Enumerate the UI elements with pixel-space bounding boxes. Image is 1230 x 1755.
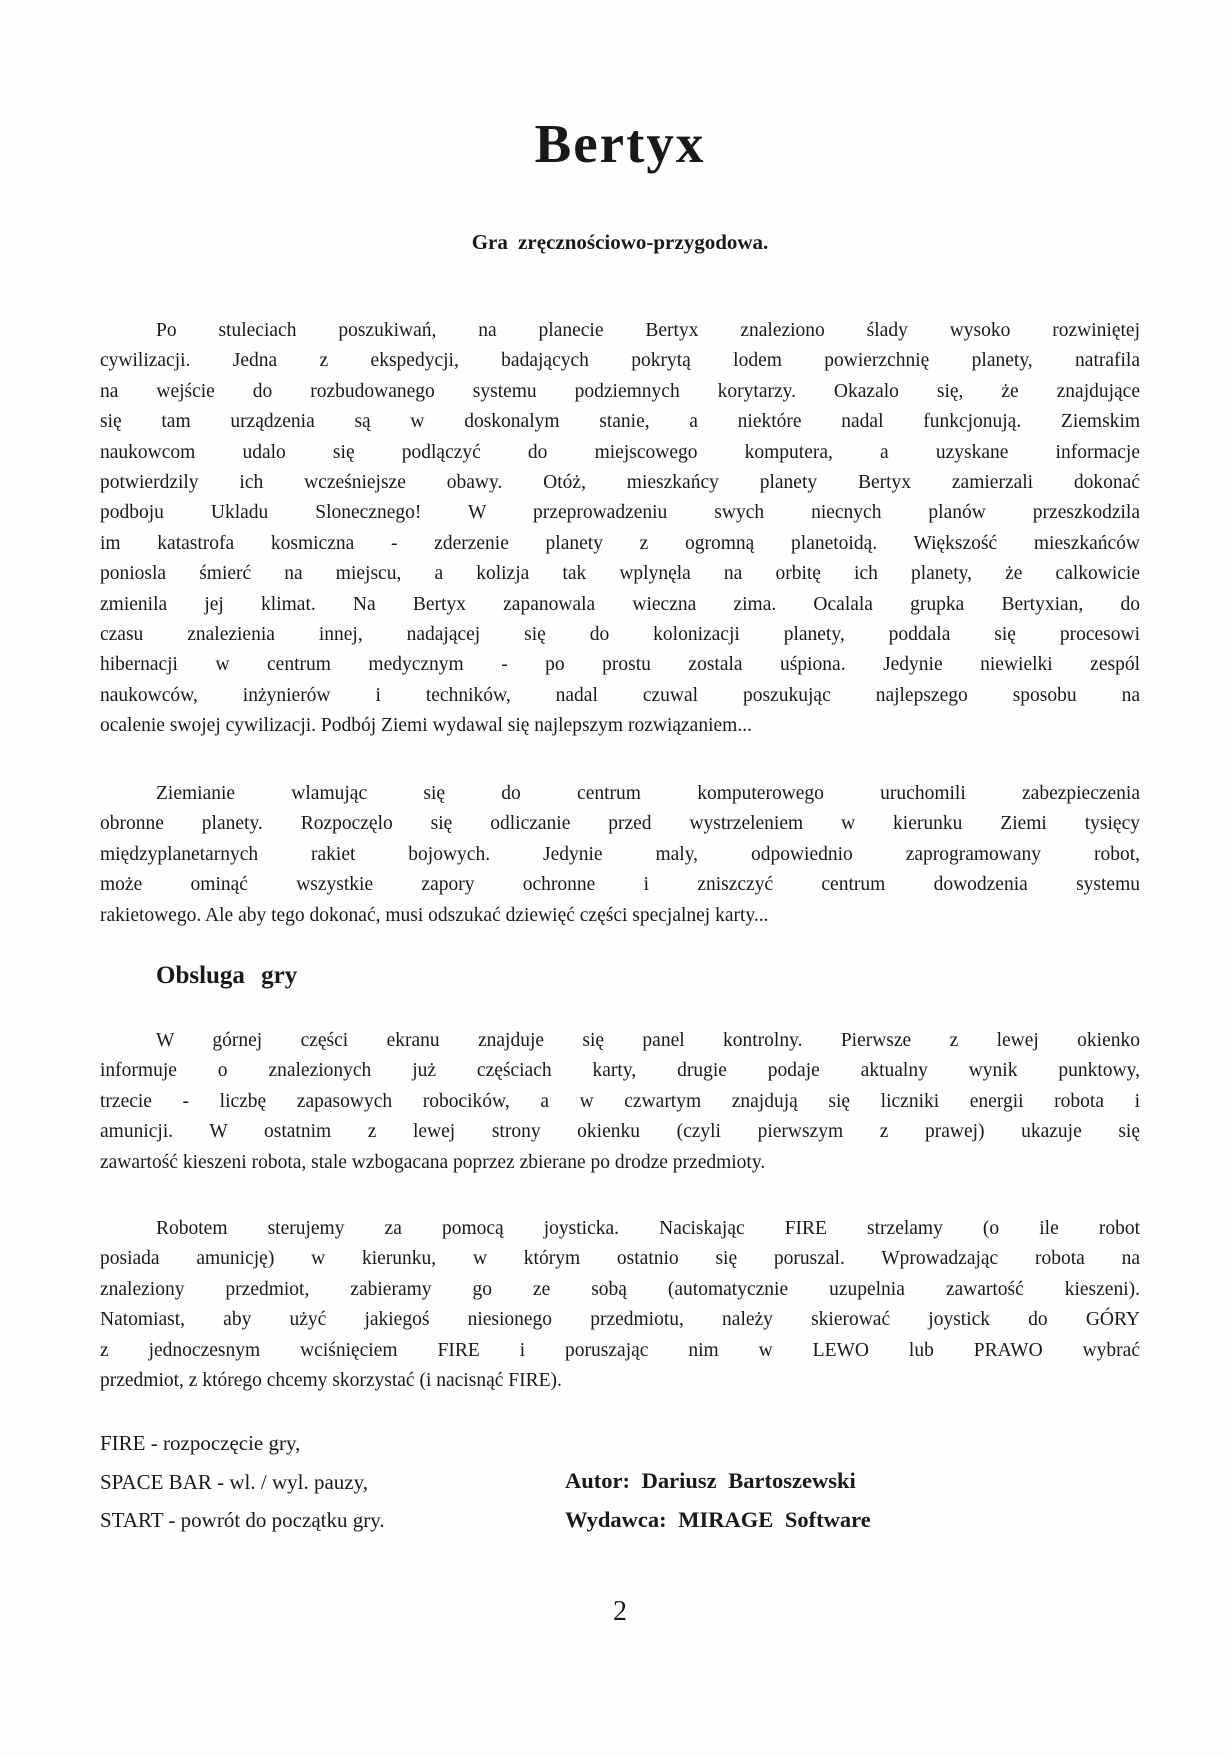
text-line: się tam urządzenia są w doskonalym stanie, a niektóre nadal funkcjonują. Ziemskim (100, 411, 1140, 433)
text-line: podboju Ukladu Slonecznego! W przeprowadzeniu swych niecnych planów przeszkodzila (100, 502, 1140, 524)
text-line: im katastrofa kosmiczna - zderzenie planety z ogromną planetoidą. Większość mieszkańców (100, 532, 1140, 554)
intro-paragraph-2 (100, 779, 1140, 931)
text-line: posiada amunicję) w kierunku, w którym ostatnio się poruszal. Wprowadzając robota na (100, 1248, 1140, 1270)
text-line: poniosla śmierć na miejscu, a kolizja tak wplynęla na orbitę ich planety, że calkowicie (100, 563, 1140, 585)
text-column (100, 0, 1140, 1755)
author-line: Autor: Dariusz Bartoszewski (565, 1468, 856, 1493)
text-line: może ominąć wszystkie zapory ochronne i zniszczyć centrum dowodzenia systemu (100, 874, 1140, 896)
text-line: obronne planety. Rozpoczęlo się odliczanie przed wystrzeleniem w kierunku Ziemi tysięcy (100, 813, 1140, 835)
text-line: na wejście do rozbudowanego systemu podziemnych korytarzy. Okazalo się, że znajdujące (100, 380, 1140, 402)
text-line: hibernacji w centrum medycznym - po prostu zostala uśpiona. Jedynie niewielki zespól (100, 654, 1140, 676)
controls-key-list (100, 1424, 385, 1540)
text-line: Ziemianie wlamując się do centrum komputerowego uruchomili zabezpieczenia (156, 783, 1140, 804)
text-line: rakietowego. Ale aby tego dokonać, musi odszukać dziewięć części specjalnej karty... (100, 904, 769, 926)
game-title: Bertyx (534, 113, 706, 174)
text-line: naukowców, inżynierów i techników, nadal czuwal poszukując najlepszego sposobu na (100, 684, 1140, 706)
page-number: 2 (613, 1596, 627, 1627)
text-line: Robotem sterujemy za pomocą joysticka. Naciskając FIRE strzelamy (o ile robot (156, 1218, 1140, 1239)
text-line: czasu znalezienia innej, nadającej się do kolonizacji planety, poddala się procesowi (100, 624, 1140, 646)
text-line: Po stuleciach poszukiwań, na planecie Bertyx znaleziono ślady wysoko rozwiniętej (156, 320, 1140, 341)
control-space: SPACE BAR - wl. / wyl. pauzy, (100, 1469, 368, 1494)
text-line: Natomiast, aby użyć jakiegoś niesionego przedmiotu, należy skierować joystick do GÓRY (100, 1309, 1140, 1331)
control-fire: FIRE - rozpoczęcie gry, (100, 1431, 301, 1455)
section-heading-obsluga-gry: Obsluga gry (156, 962, 298, 989)
text-line: zawartość kieszeni robota, stale wzbogacana poprzez zbierane po drodze przedmioty. (100, 1151, 766, 1173)
subtitle: Gra zręcznościowo-przygodowa. (471, 230, 769, 254)
text-line: potwierdzily ich wcześniejsze obawy. Otóż, mieszkańcy planety Bertyx zamierzali dokonać (100, 472, 1140, 494)
text-line: zmienila jej klimat. Na Bertyx zapanowala wieczna zima. Ocalala grupka Bertyxian, do (100, 593, 1140, 615)
control-start: START - powrót do początku gry. (100, 1508, 385, 1532)
text-line: przedmiot, z którego chcemy skorzystać (i nacisnąć FIRE). (100, 1370, 562, 1392)
publisher-line: Wydawca: MIRAGE Software (565, 1506, 871, 1532)
gameplay-paragraph-2 (100, 1214, 1140, 1396)
text-line: z jednoczesnym wciśnięciem FIRE i poruszając nim w LEWO lub PRAWO wybrać (100, 1339, 1140, 1361)
text-line: naukowcom udalo się podlączyć do miejscowego komputera, a uzyskane informacje (100, 441, 1140, 463)
text-line: informuje o znalezionych już częściach karty, drugie podaje aktualny wynik punktowy, (100, 1060, 1140, 1082)
text-line: znaleziony przedmiot, zabieramy go ze sobą (automatycznie uzupelnia zawartość kieszeni). (100, 1278, 1140, 1300)
text-line: trzecie - liczbę zapasowych robocików, a w czwartym znajdują się liczniki energii robota i (100, 1090, 1140, 1112)
intro-paragraph-1 (100, 316, 1140, 742)
credits-block (565, 1462, 871, 1539)
text-line: amunicji. W ostatnim z lewej strony okienku (czyli pierwszym z prawej) ukazuje się (100, 1121, 1140, 1143)
text-line: ocalenie swojej cywilizacji. Podbój Ziemi wydawal się najlepszym rozwiązaniem... (100, 715, 752, 737)
text-line: W górnej części ekranu znajduje się panel kontrolny. Pierwsze z lewej okienko (156, 1030, 1140, 1051)
text-line: międzyplanetarnych rakiet bojowych. Jedynie maly, odpowiednio zaprogramowany robot, (100, 843, 1140, 865)
text-line: cywilizacji. Jedna z ekspedycji, badających pokrytą lodem powierzchnię planety, natrafila (100, 350, 1140, 372)
gameplay-paragraph-1 (100, 1026, 1140, 1178)
